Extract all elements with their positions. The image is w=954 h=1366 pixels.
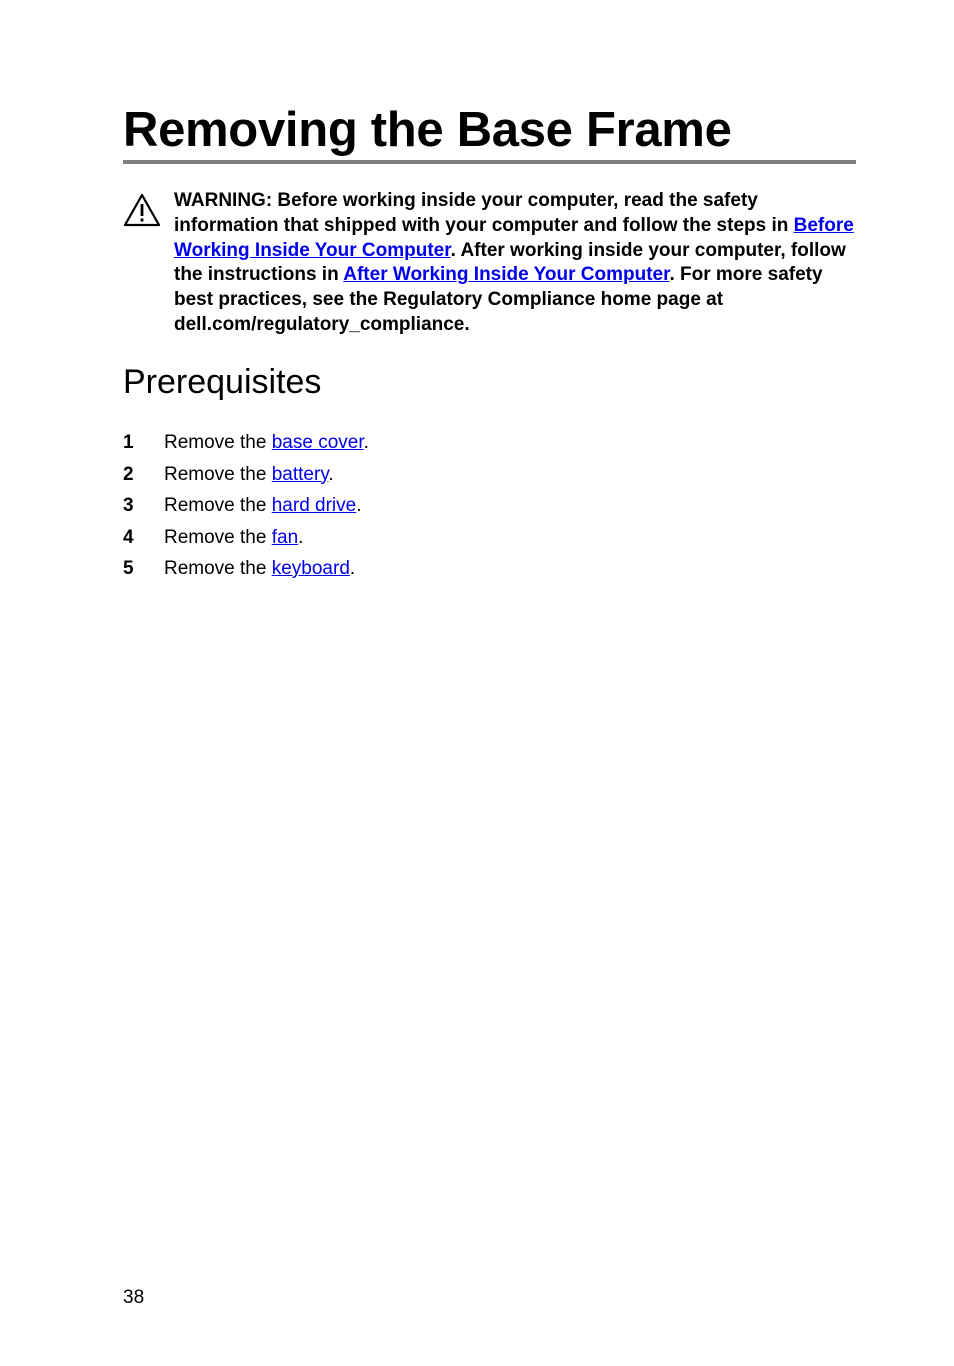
step-prefix: Remove the xyxy=(164,526,272,548)
step-text xyxy=(164,459,334,491)
step-suffix: . xyxy=(349,558,356,579)
warning-text-part: WARNING: Before working inside your computer, read the safety information that shipped with your computer and follow the steps in xyxy=(174,190,794,236)
warning-text xyxy=(174,189,858,338)
step-text xyxy=(164,553,355,585)
warning-text-part: . After working inside your computer, follow the instructions in xyxy=(174,239,846,286)
battery-link[interactable]: battery xyxy=(271,463,329,485)
step-prefix: Remove the xyxy=(164,495,272,516)
prerequisites-heading: Prerequisites xyxy=(123,363,322,401)
step-prefix: Remove the xyxy=(164,558,272,579)
warning-text-part: . For more safety best practices, see the Regulatory Compliance home page at dell.com/regulatory_compliance. xyxy=(174,264,823,335)
base-cover-link[interactable]: base cover xyxy=(271,432,364,453)
title-underline-rule xyxy=(123,160,856,164)
step-number: 5 xyxy=(123,558,134,579)
after-working-inside-link[interactable]: After Working Inside Your Computer xyxy=(343,264,670,286)
step-text xyxy=(164,490,362,522)
before-working-inside-link[interactable]: Before Working Inside Your Computer xyxy=(174,214,854,261)
step-suffix: . xyxy=(298,526,304,548)
step-prefix: Remove the xyxy=(164,432,272,453)
keyboard-link[interactable]: keyboard xyxy=(271,558,350,579)
step-number: 3 xyxy=(123,495,134,516)
fan-link[interactable]: fan xyxy=(271,526,299,548)
page-title: Removing the Base Frame xyxy=(123,103,732,157)
page-number: 38 xyxy=(123,1287,145,1308)
step-number: 2 xyxy=(123,463,134,485)
step-text xyxy=(164,427,369,459)
step-prefix: Remove the xyxy=(164,463,272,485)
step-number: 1 xyxy=(123,432,134,453)
warning-triangle-icon xyxy=(123,193,161,227)
step-suffix: . xyxy=(356,495,362,516)
step-suffix: . xyxy=(328,463,334,485)
step-text xyxy=(164,522,303,554)
hard-drive-link[interactable]: hard drive xyxy=(271,495,357,516)
step-suffix: . xyxy=(363,432,369,453)
step-number: 4 xyxy=(123,526,134,548)
